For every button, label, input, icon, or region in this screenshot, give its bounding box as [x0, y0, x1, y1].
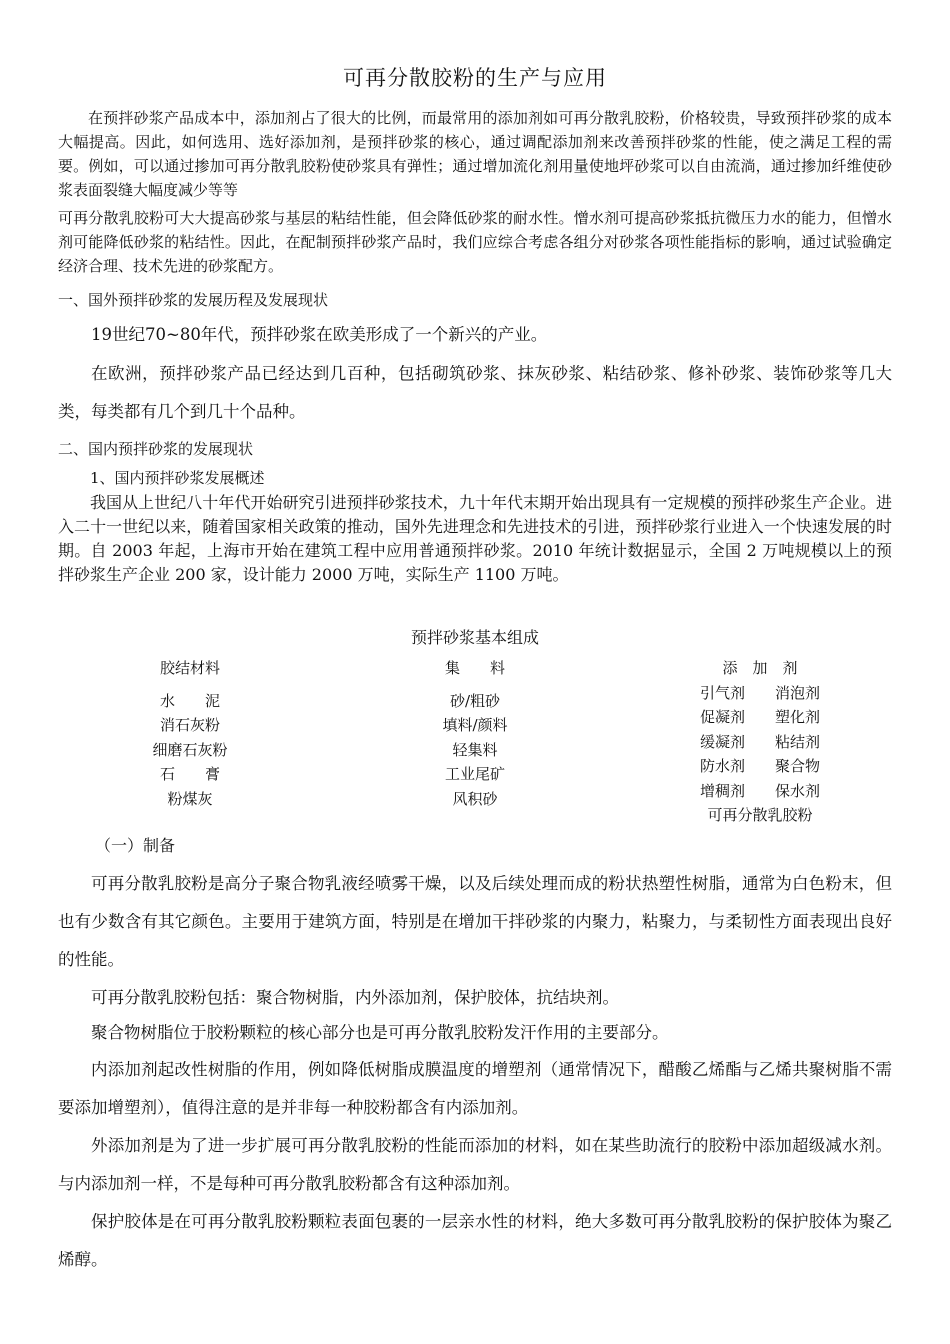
- intro-paragraph-2: 可再分散乳胶粉可大大提高砂浆与基层的粘结性能，但会降低砂浆的耐水性。憎水剂可提高砂浆抵抗微压力水的能力，但憎水剂可能降低砂浆的粘结性。因此，在配制预拌砂浆产品时，我们应综合考虑各组分对砂浆各项性能指标的影响，通过试验确定经济合理、技术先进的砂浆配方。: [58, 209, 892, 275]
- additive-column-header: 添 加 剂: [722, 659, 798, 677]
- preparation-paragraph-3: 聚合物树脂位于胶粉颗粒的核心部分也是可再分散乳胶粉发汗作用的主要部分。: [91, 1023, 669, 1042]
- aggregate-column-header: 集 料: [444, 659, 505, 677]
- aggregate-item: 工业尾矿: [444, 765, 505, 783]
- preparation-paragraph-4: 内添加剂起改性树脂的作用，例如降低树脂成膜温度的增塑剂（通常情况下，醋酸乙烯酯与乙烯共聚树脂不需要添加增塑剂），值得注意的是并非每一种胶粉都含有内添加剂。: [58, 1060, 892, 1117]
- preparation-paragraph-1: 可再分散乳胶粉是高分子聚合物乳液经喷雾干燥，以及后续处理而成的粉状热塑性树脂，通常为白色粉末，但也有少数含有其它颜色。主要用于建筑方面，特别是在增加干拌砂浆的内聚力，粘聚力，与柔韧性方面表现出良好的性能。: [58, 874, 892, 969]
- additive-item: 促凝剂 塑化剂: [699, 708, 820, 726]
- section-1-heading: 一、国外预拌砂浆的发展历程及发展现状: [58, 291, 329, 309]
- binder-item: 水 泥: [159, 691, 220, 710]
- section-2-paragraph-1: 我国从上世纪八十年代开始研究引进预拌砂浆技术，九十年代末期开始出现具有一定规模的预拌砂浆生产企业。进入二十一世纪以来，随着国家相关政策的推动，国外先进理念和先进技术的引进，预拌砂浆行业进入一个快速发展的时期。自 2003 年起，上海市开始在建筑工程中应用普通预拌砂浆。2010 年统计数据显示，全国 2 万吨规模以上的预拌砂浆生产企业 200 家，设计能力 2000 万吨，实际生产 1100 万吨。: [58, 493, 892, 584]
- section-1-paragraph-2: 在欧洲，预拌砂浆产品已经达到几百种，包括砌筑砂浆、抹灰砂浆、粘结砂浆、修补砂浆、装饰砂浆等几大类，每类都有几个到几十个品种。: [58, 364, 892, 421]
- binder-item: 粉煤灰: [167, 789, 213, 808]
- aggregate-item: 填料/颜料: [442, 716, 508, 734]
- additive-item: 增稠剂 保水剂: [699, 781, 820, 800]
- preparation-paragraph-6: 保护胶体是在可再分散乳胶粉颗粒表面包裹的一层亲水性的材料，绝大多数可再分散乳胶粉的保护胶体为聚乙烯醇。: [58, 1212, 892, 1269]
- binder-item: 石 膏: [159, 765, 220, 783]
- composition-table-title: 预拌砂浆基本组成: [410, 628, 539, 647]
- aggregate-item: 轻集料: [452, 740, 498, 759]
- aggregate-item: 风积砂: [452, 789, 498, 808]
- additive-item: 可再分散乳胶粉: [707, 806, 813, 824]
- document-title: 可再分散胶粉的生产与应用: [343, 66, 607, 90]
- intro-paragraph-1: 在预拌砂浆产品成本中，添加剂占了很大的比例，而最常用的添加剂如可再分散乳胶粉，价格较贵，导致预拌砂浆的成本大幅提高。因此，如何选用、选好添加剂，是预拌砂浆的核心，通过调配添加剂来改善预拌砂浆的性能，使之满足工程的需要。例如，可以通过掺加可再分散乳胶粉使砂浆具有弹性；通过增加流化剂用量使地坪砂浆可以自由流淌，通过掺加纤维使砂浆表面裂缝大幅度减少等等: [58, 109, 892, 199]
- binder-column-header: 胶结材料: [159, 659, 220, 677]
- additive-item: 防水剂 聚合物: [699, 757, 820, 775]
- aggregate-item: 砂/粗砂: [449, 691, 501, 710]
- additive-item: 缓凝剂 粘结剂: [699, 732, 820, 751]
- section-2-heading: 二、国内预拌砂浆的发展现状: [58, 440, 254, 458]
- binder-item: 细磨石灰粉: [152, 740, 228, 759]
- preparation-heading: （一）制备: [95, 836, 176, 855]
- binder-item: 消石灰粉: [159, 716, 220, 734]
- preparation-paragraph-2: 可再分散乳胶粉包括：聚合物树脂，内外添加剂，保护胶体，抗结块剂。: [91, 988, 619, 1007]
- preparation-paragraph-5: 外添加剂是为了进一步扩展可再分散乳胶粉的性能而添加的材料，如在某些助流行的胶粉中添加超级减水剂。与内添加剂一样，不是每种可再分散乳胶粉都含有这种添加剂。: [58, 1136, 892, 1193]
- section-1-paragraph-1: 19世纪70~80年代，预拌砂浆在欧美形成了一个新兴的产业。: [91, 325, 548, 344]
- additive-item: 引气剂 消泡剂: [699, 683, 820, 702]
- aggregate-column: [405, 656, 545, 811]
- binder-column: [120, 656, 260, 811]
- section-2-subheading: 1、国内预拌砂浆发展概述: [90, 469, 265, 487]
- additive-column: [675, 656, 845, 828]
